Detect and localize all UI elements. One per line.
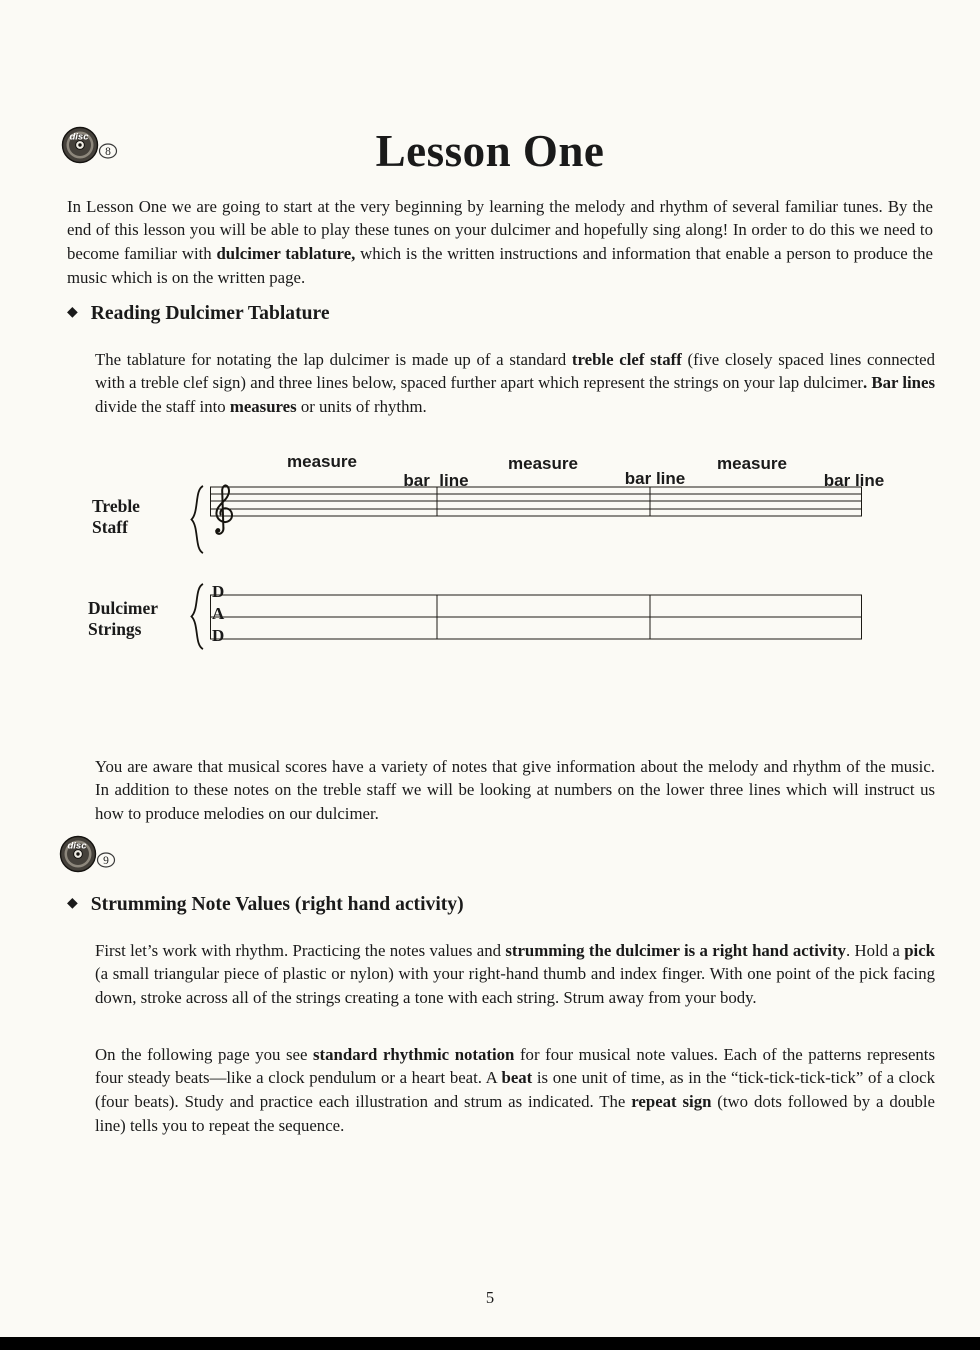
section-heading-text: Strumming Note Values (right hand activity) bbox=[90, 894, 464, 915]
treble-staff-lines bbox=[210, 487, 862, 516]
dulcimer-strings-label-line2: Strings bbox=[88, 619, 142, 639]
dulcimer-brace-icon bbox=[192, 584, 204, 649]
strumming-paragraph-2: On the following page you see standard rhythmic notation for four musical note values. Each of the patterns represents four steady beats—like a clock pendulum or a heart beat. A beat is one unit of time, as in the “tick-tick-tick-tick” of a clock (four beats). Study and practice each illustration and strum as indicated. The repeat sign (two dots followed by a double line) tells you to repeat the sequence. bbox=[95, 1044, 936, 1135]
bar-line-label: bar line bbox=[823, 471, 885, 490]
intro-paragraph: In Lesson One we are going to start at the very beginning by learning the melody and rhythm of several familiar tunes. By the end of this lesson you will be able to play these tunes on your dulcimer and hopefully sing along! In order to do this we need to become familiar with dulcimer tablature, which is the written instructions and information that enable a person to produce the music which is on the written page. bbox=[67, 196, 934, 287]
track-number: 8 bbox=[105, 146, 111, 158]
disc-word-label: disc bbox=[67, 840, 87, 852]
section-heading-strumming bbox=[67, 894, 464, 916]
measure-label: measure bbox=[717, 454, 787, 473]
section-heading-text: Reading Dulcimer Tablature bbox=[90, 303, 330, 324]
treble-staff-label-line2: Staff bbox=[92, 517, 128, 537]
string-letter-d-low: D bbox=[212, 626, 225, 645]
disc-track-9-badge bbox=[56, 833, 118, 880]
strumming-paragraph-1: First let’s work with rhythm. Practicing the notes values and strumming the dulcimer is a right hand activity. Hold a pick (a small triangular piece of plastic or nylon) with your right-hand thumb and index finger. With one point of the pick facing down, stroke across all of the strings creating a tone with each string. Strum away from your body. bbox=[95, 940, 935, 1007]
measure-label: measure bbox=[287, 452, 357, 471]
dulcimer-string-lines bbox=[210, 595, 862, 639]
tablature-diagram bbox=[0, 448, 980, 668]
treble-staff-label-line1: Treble bbox=[92, 496, 140, 516]
diamond-bullet-icon: ◆ bbox=[67, 896, 78, 911]
disc-track-8-badge bbox=[58, 124, 120, 171]
staff-and-strings-graphic bbox=[0, 448, 980, 668]
bar-line-label: bar line bbox=[624, 469, 686, 488]
page-title: Lesson One bbox=[375, 126, 605, 177]
track-number: 9 bbox=[103, 855, 109, 867]
string-letter-d-high: D bbox=[212, 582, 225, 601]
dulcimer-strings-label-line1: Dulcimer bbox=[88, 598, 158, 618]
section-heading-reading bbox=[67, 303, 330, 325]
disc-word-label: disc bbox=[69, 131, 89, 143]
treble-brace-icon bbox=[192, 486, 204, 553]
diamond-bullet-icon: ◆ bbox=[67, 305, 78, 320]
bar-line-label: bar line bbox=[403, 471, 469, 490]
page-number: 5 bbox=[485, 1288, 495, 1307]
compact-disc-icon bbox=[58, 124, 120, 166]
compact-disc-icon bbox=[56, 833, 118, 875]
string-letter-a: A bbox=[212, 604, 225, 623]
scan-edge-bar bbox=[0, 1337, 980, 1350]
treble-clef-icon bbox=[216, 485, 232, 533]
measure-label: measure bbox=[508, 454, 578, 473]
after-diagram-paragraph: You are aware that musical scores have a variety of notes that give information about the melody and rhythm of the music. In addition to these notes on the treble staff we will be looking at numbers on the lower three lines which will instruct us how to produce melodies on our dulcimer. bbox=[95, 756, 935, 823]
reading-paragraph: The tablature for notating the lap dulcimer is made up of a standard treble clef staff (five closely spaced lines connected with a treble clef sign) and three lines below, spaced further apart which represent the strings on your lap dulcimer. Bar lines divide the staff into measures or units of rhythm. bbox=[95, 349, 935, 416]
